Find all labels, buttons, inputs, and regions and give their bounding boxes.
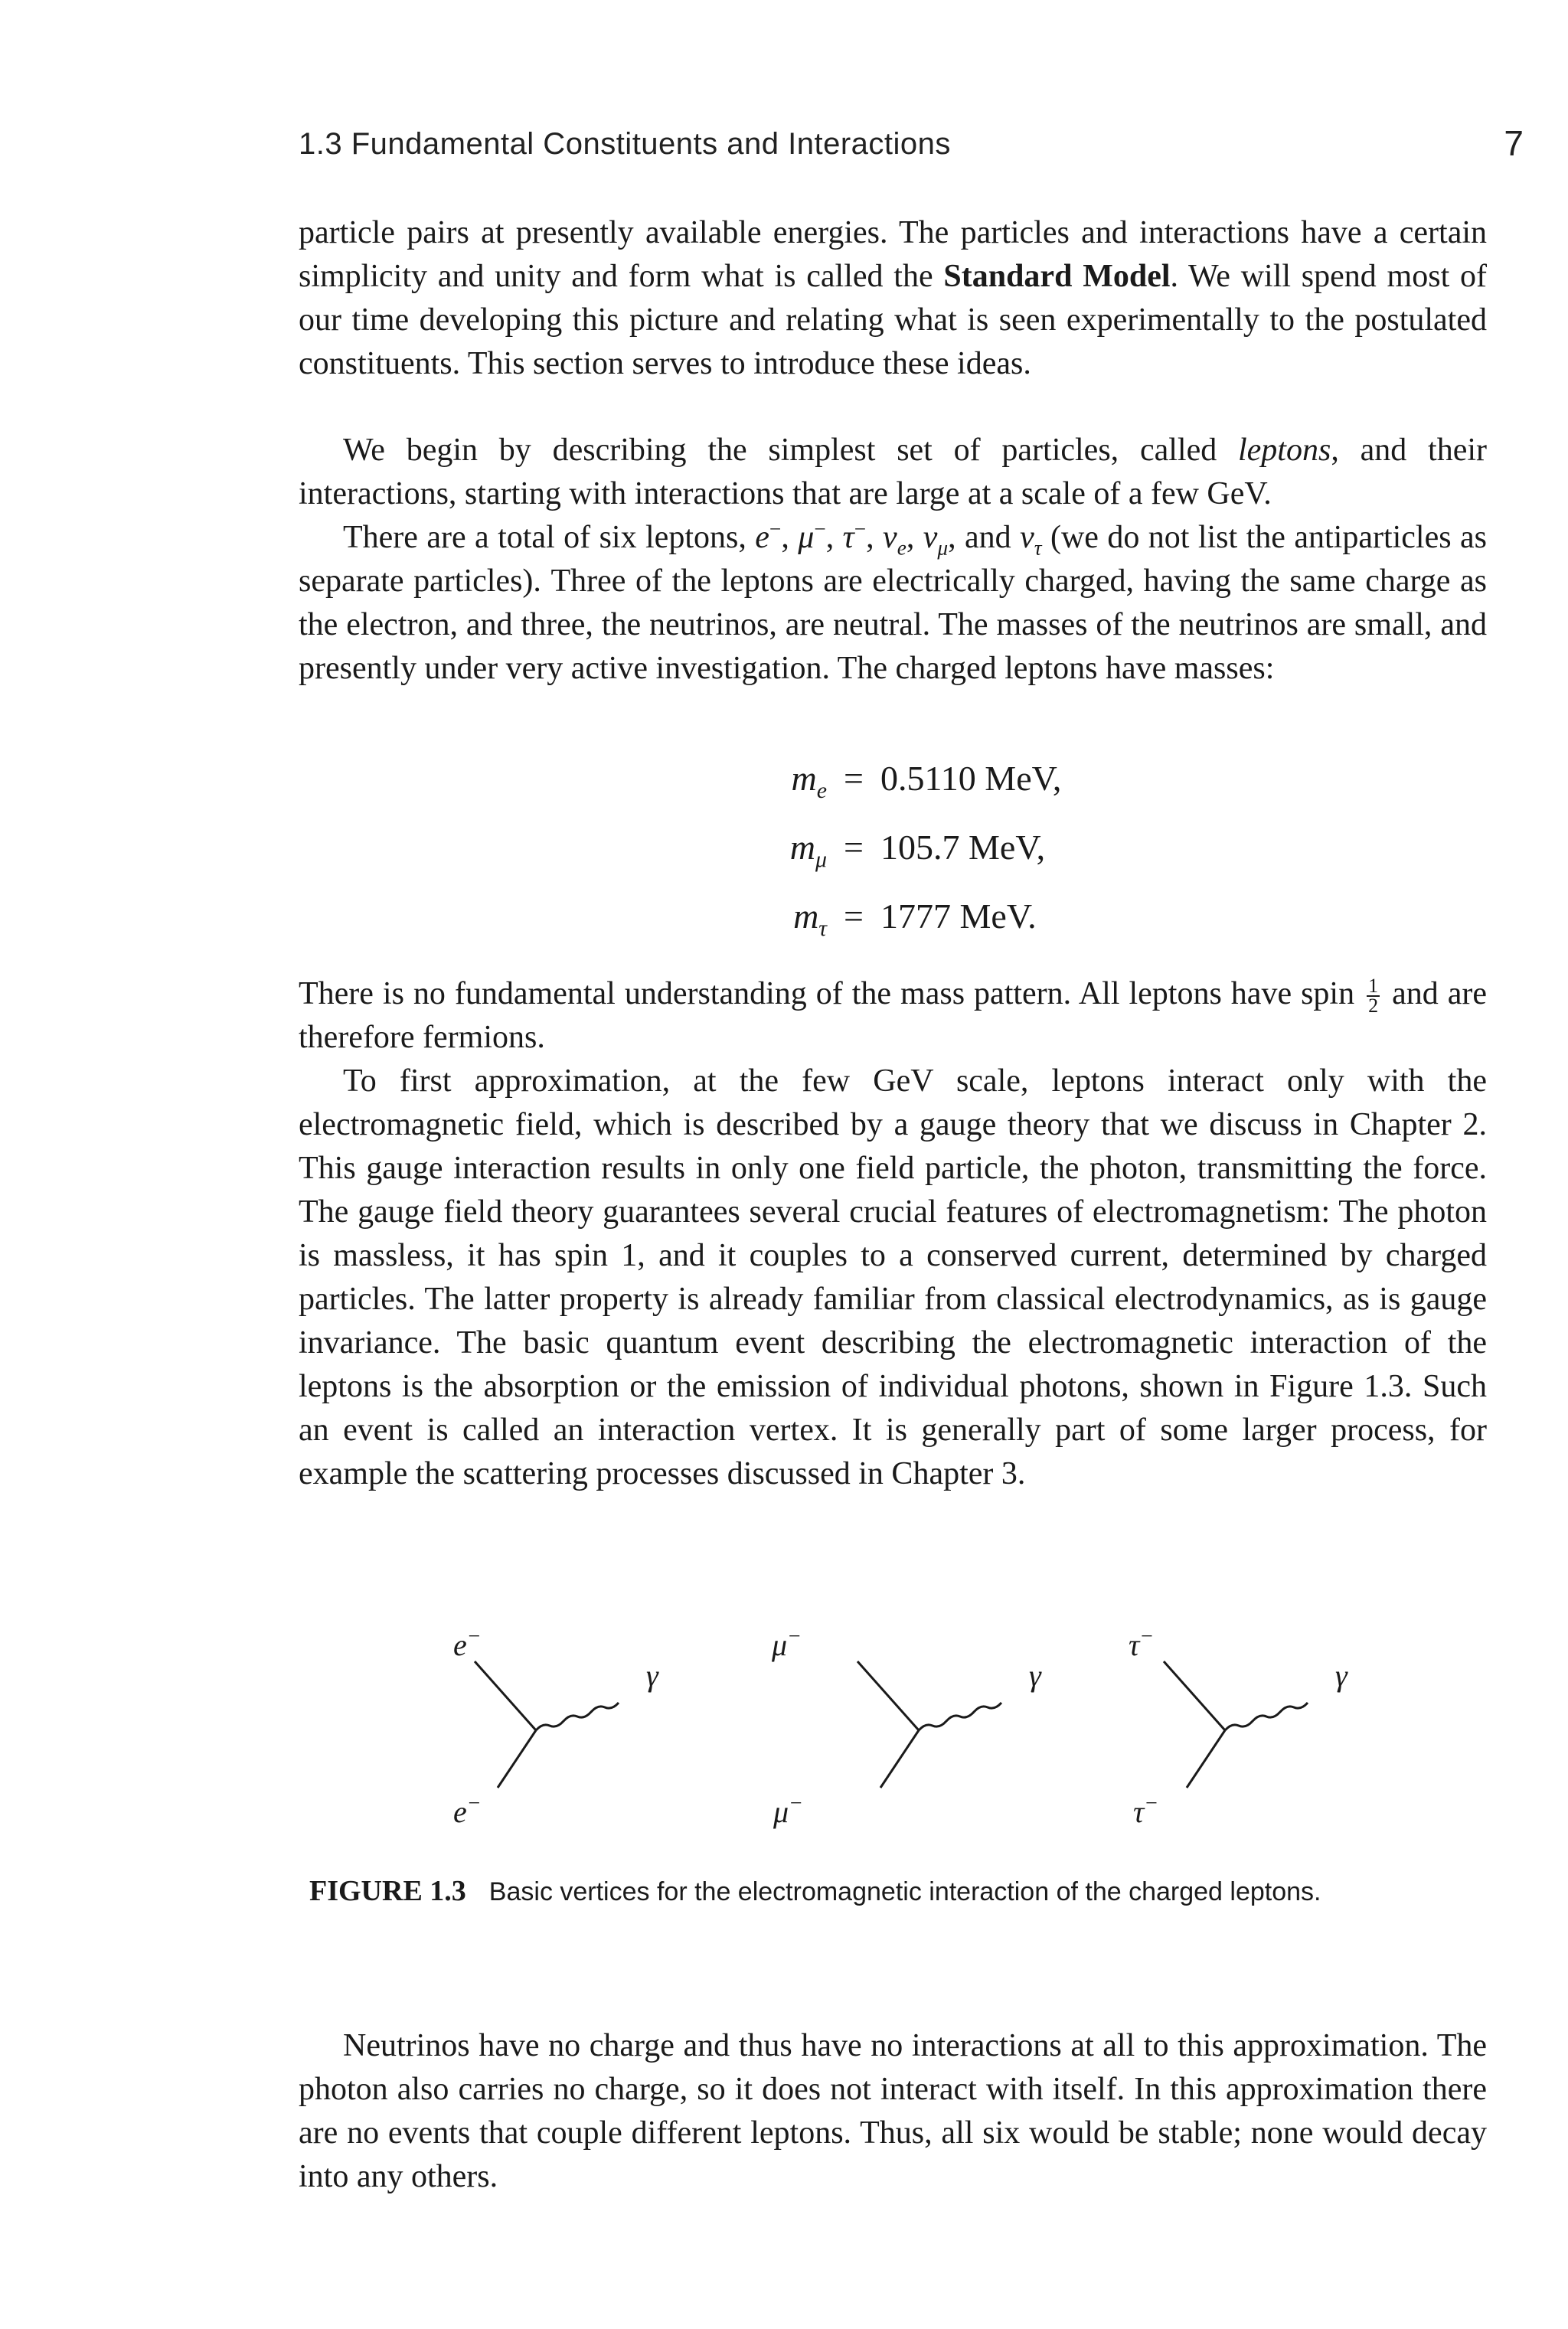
equation-electron-mass	[735, 758, 1062, 804]
paragraph-standard-model	[299, 211, 1487, 386]
eq-value: 0.5110 MeV,	[880, 759, 1062, 798]
vertex-electron	[453, 1625, 659, 1829]
photon-wavy-line	[919, 1703, 1001, 1730]
term-standard-model: Standard Model	[943, 259, 1171, 294]
vertex-diagrams	[383, 1615, 1409, 1845]
p2-text-b: , and their interactions, starting with interactions that are large at a scale of a few GeV.	[299, 433, 1488, 511]
fermion-line-out	[880, 1730, 919, 1788]
figure-caption	[309, 1874, 1504, 1908]
eq-sub: e	[816, 778, 827, 804]
eq-symbol: m	[791, 759, 817, 798]
label-top: μ−	[772, 1625, 802, 1662]
eq-value: 105.7 MeV,	[880, 828, 1046, 867]
photon-wavy-line	[1225, 1703, 1308, 1730]
paragraph-electromagnetic	[299, 1060, 1487, 1496]
sym-nu-tau: ν	[1020, 520, 1034, 555]
vertex-tau	[1129, 1625, 1348, 1829]
sep: ,	[781, 520, 799, 555]
p4-text-a: There is no fundamental understanding of the mass pattern. All leptons have spin	[299, 976, 1364, 1011]
frac-numerator: 1	[1368, 975, 1379, 998]
eq-equals: =	[844, 897, 864, 936]
sep-and: , and	[948, 520, 1021, 555]
p2-text-a: We begin by describing the simplest set of particles, called	[343, 433, 1238, 468]
eq-symbol: m	[789, 828, 815, 867]
sym-minus: −	[814, 518, 826, 541]
equation-tau-mass	[735, 896, 1037, 942]
fermion-line-in	[858, 1661, 919, 1730]
sub-tau: τ	[1034, 536, 1042, 560]
sym-nu-e: ν	[883, 520, 897, 555]
p5-text: To first approximation, at the few GeV scale, leptons interact only with the electromagnetic field, which is described by a gauge theory that we discuss in Chapter 2. This gauge interaction results in only one field particle, the photon, transmitting the force. The gauge field theory guarantees several crucial features of electromagnetism: The photon is massless, it has spin 1, and it couples to a conserved current, determined by charged particles. The latter property is already familiar from classical electrodynamics, as is gauge invariance. The basic quantum event describing the electromagnetic interaction of the leptons is the absorption or the emission of individual photons, shown in Figure 1.3. Such an event is called an interaction vertex. It is generally part of some larger process, for example the scattering processes discussed in Chapter 3.	[299, 1063, 1487, 1491]
fraction-one-half	[1367, 975, 1380, 1018]
p1-text-b: . We will spend most of our time developing this picture and relating what is seen experimentally to the postulated constituents. This section serves to introduce these ideas.	[299, 259, 1487, 381]
running-title: 1.3 Fundamental Constituents and Interactions	[299, 127, 951, 161]
equation-muon-mass	[735, 827, 1046, 873]
eq-sub: μ	[815, 847, 827, 873]
label-top: τ−	[1129, 1625, 1155, 1662]
label-bottom: e−	[453, 1792, 482, 1829]
page-number: 7	[1504, 123, 1524, 163]
p6-text: Neutrinos have no charge and thus have no interactions at all to this approximation. The photon also carries no charge, so it does not interact with itself. In this approximation there are no events that couple different leptons. Thus, all six would be stable; none would decay into any others.	[299, 2028, 1487, 2194]
sym-minus: −	[769, 518, 782, 541]
eq-equals: =	[844, 759, 864, 798]
eq-sub: τ	[818, 916, 827, 942]
term-leptons: leptons	[1238, 433, 1331, 468]
sub-e: e	[897, 536, 906, 560]
fermion-line-out	[1187, 1730, 1225, 1788]
photon-wavy-line	[536, 1703, 619, 1730]
sep: ,	[866, 520, 884, 555]
p3-text-b: (we do not list the antiparticles as separate particles). Three of the leptons are electrically charged, having the same charge as the electron, and three, the neutrinos, are neutral. The masses of the neutrinos are small, and presently under very active investigation. The charged leptons have masses:	[299, 520, 1487, 686]
paragraph-six-leptons	[299, 516, 1487, 691]
sub-mu: μ	[937, 536, 949, 560]
eq-symbol: m	[793, 897, 819, 936]
sep: ,	[825, 520, 843, 555]
sym-tau: τ	[842, 520, 854, 555]
running-header	[299, 123, 1524, 173]
fermion-line-out	[498, 1730, 536, 1788]
p1-text-a: particle pairs at presently available energies. The particles and interactions have a certain simplicity and unity and form what is called the	[299, 215, 1487, 294]
caption-text: Basic vertices for the electromagnetic interaction of the charged leptons.	[488, 1877, 1321, 1906]
vertex-muon	[771, 1625, 1042, 1829]
caption-label: FIGURE 1.3	[309, 1875, 466, 1907]
figure-vertices	[383, 1615, 1409, 1845]
fermion-line-in	[475, 1661, 536, 1730]
paragraph-leptons-intro	[299, 429, 1487, 516]
p3-text-a: There are a total of six leptons,	[343, 520, 756, 555]
label-bottom: μ−	[773, 1792, 803, 1829]
label-photon: γ	[1029, 1658, 1041, 1693]
sym-minus: −	[854, 518, 867, 541]
sep: ,	[906, 520, 923, 555]
sym-electron: e	[755, 520, 769, 555]
eq-value: 1777 MeV.	[880, 897, 1037, 936]
frac-denominator: 2	[1368, 995, 1379, 1018]
paragraph-neutrinos	[299, 2024, 1487, 2199]
label-top: e−	[453, 1625, 482, 1662]
label-photon: γ	[1335, 1658, 1348, 1693]
label-photon: γ	[646, 1658, 658, 1693]
p4-text-b: and are therefore fermions.	[299, 976, 1487, 1055]
fermion-line-in	[1164, 1661, 1225, 1730]
eq-equals: =	[844, 828, 864, 867]
sym-nu-mu: ν	[923, 520, 938, 555]
label-bottom: τ−	[1133, 1792, 1159, 1829]
sym-muon: μ	[798, 520, 815, 555]
paragraph-mass-pattern	[299, 972, 1487, 1060]
